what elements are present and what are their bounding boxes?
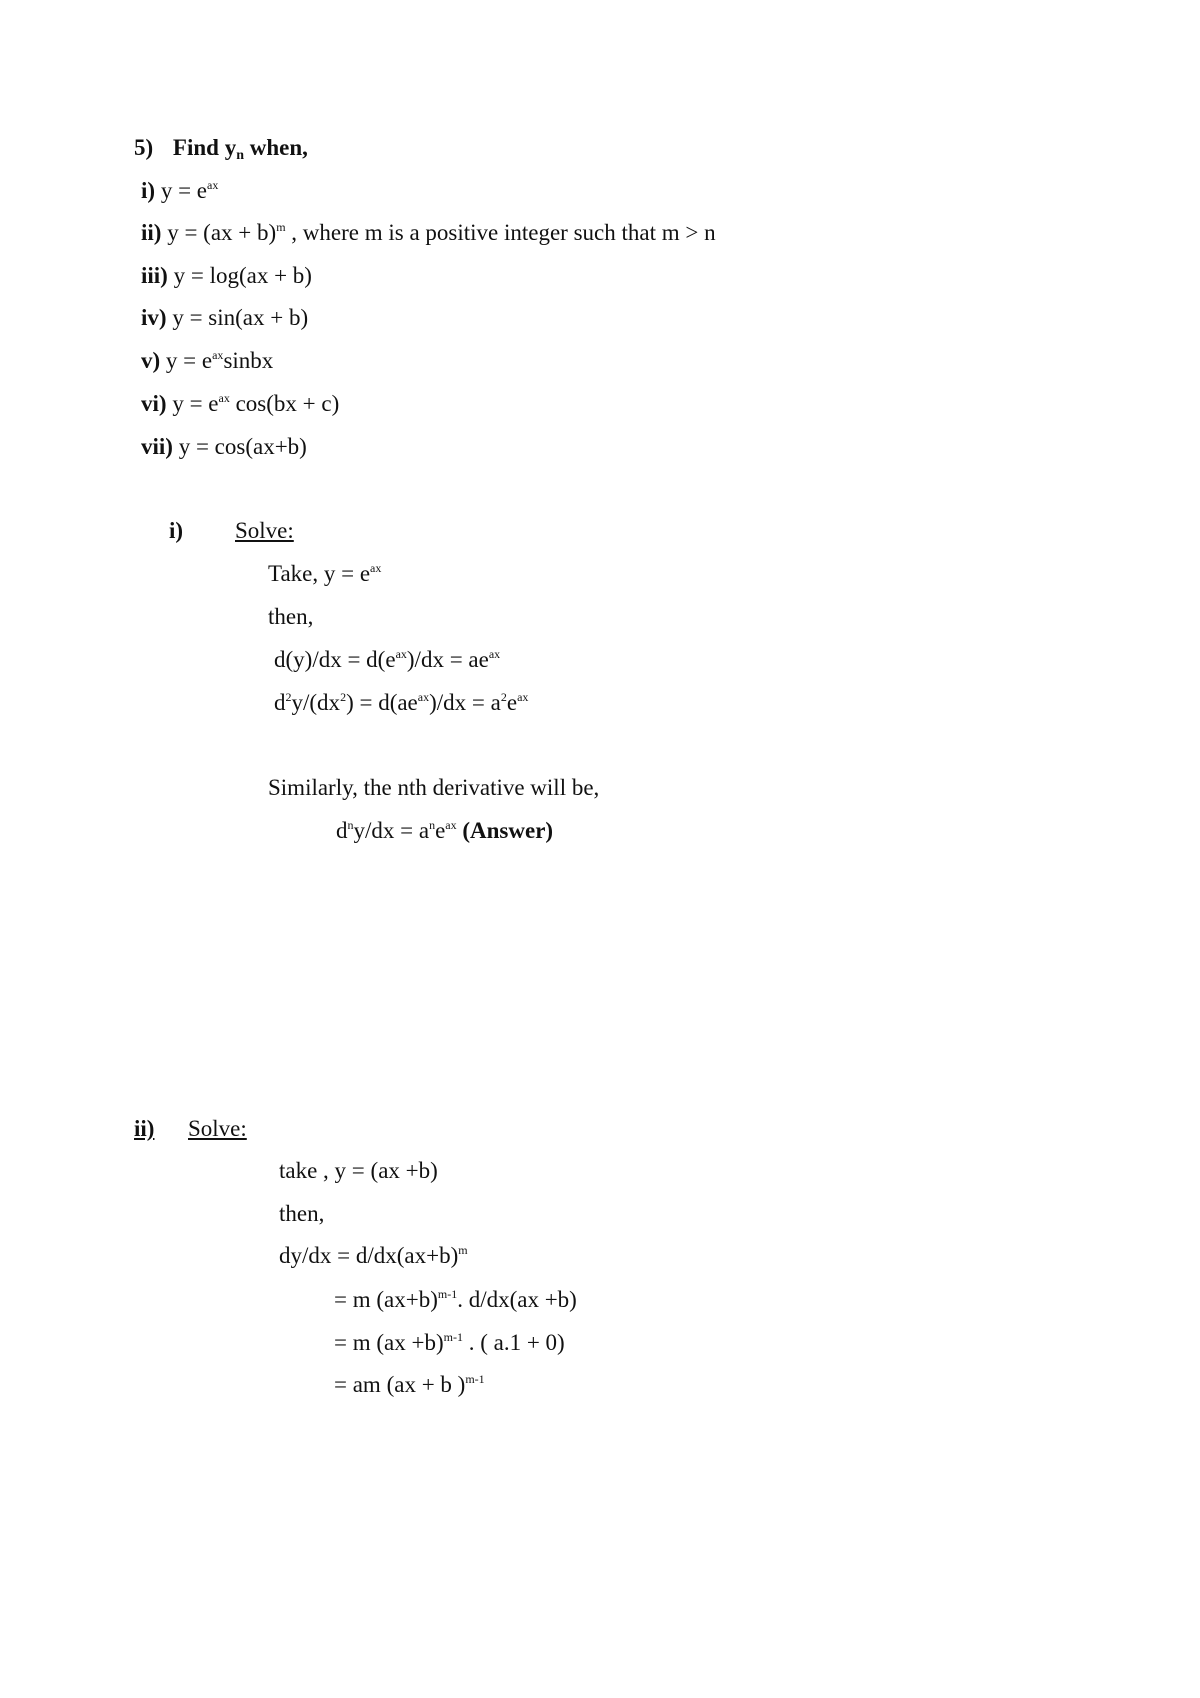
part-label: vii) [141,434,173,459]
part-sup: ax [212,348,224,362]
eq-sup: ax [395,647,407,661]
solution1-second-derivative [274,689,528,717]
part-text-rest: sinbx [223,348,274,373]
part-text: y = (ax + b) [161,220,277,245]
take-text: Take, y = e [268,561,371,586]
part-text: y = e [155,178,207,203]
part-label: iv) [141,305,167,330]
eq-sup: n [347,818,354,832]
eq-text: e [506,690,518,715]
eq-sup: m-1 [465,1372,485,1386]
take-sup: ax [370,561,382,575]
part-text: y = cos(ax+b) [172,434,307,459]
part-sup: ax [218,391,230,405]
eq-text: = m (ax +b) [334,1330,444,1355]
title-subscript: n [236,148,244,163]
solution2-heading: Solve: [188,1116,247,1141]
part-item [141,390,339,418]
part-text: y = sin(ax + b) [166,305,309,330]
part-text: y = log(ax + b) [167,263,312,288]
eq-sup: ax [488,647,501,661]
eq-text: )/dx = ae [406,647,489,672]
part-text: y = e [166,391,219,416]
part-label: v) [141,348,161,373]
part-item [141,219,716,247]
part-item [141,347,273,375]
part-label: vi) [141,391,167,416]
eq-text: = am (ax + b ) [334,1372,466,1397]
solution1-take [268,560,381,588]
problem-title: Find y [172,135,237,160]
problem-title-end: when, [244,135,308,160]
part-sup: m [276,220,286,234]
part-item [141,262,312,290]
eq-text: . d/dx(ax +b) [457,1287,577,1312]
eq-sup: ax [417,690,430,704]
part-text-rest: , where m is a positive integer such that m > n [285,220,716,245]
eq-sup: n [429,818,436,832]
part-label: ii) [141,220,162,245]
eq-sup: ax [445,818,457,832]
solution1-then: then, [268,604,314,629]
eq-text: y/(dx [291,690,341,715]
solution2-step1 [279,1242,468,1270]
part-label: iii) [141,263,168,288]
eq-sup: m [458,1243,468,1257]
eq-text: . ( a.1 + 0) [462,1330,565,1355]
solution1-label: i) [169,518,184,543]
eq-sup: 2 [340,690,347,704]
part-item [141,304,308,332]
answer-label: (Answer) [456,818,554,843]
part-item [141,433,307,461]
eq-text: d [336,818,348,843]
eq-text: d [274,690,286,715]
solution2-step2 [334,1286,577,1314]
solution2-take: take , y = (ax +b) [279,1158,438,1183]
solution1-first-derivative [274,646,500,674]
part-sup: ax [207,178,219,192]
eq-text: ) = d(ae [346,690,418,715]
solution2-then: then, [279,1201,325,1226]
problem-heading [134,134,308,162]
eq-text: d(y)/dx = d(e [274,647,396,672]
eq-sup: 2 [500,690,507,704]
eq-text: dy/dx = d/dx(ax+b) [279,1243,459,1268]
eq-text: )/dx = a [429,690,501,715]
solution1-nth-derivative [336,817,553,845]
part-text-rest: cos(bx + c) [229,391,340,416]
solution2-step4 [334,1371,485,1399]
solution2-step3 [334,1329,565,1357]
eq-text: = m (ax+b) [334,1287,438,1312]
eq-sup: 2 [285,690,292,704]
eq-text: e [435,818,446,843]
eq-text: y/dx = a [353,818,430,843]
eq-sup: m-1 [437,1287,458,1301]
part-label: i) [141,178,156,203]
eq-sup: ax [517,690,529,704]
part-item [141,177,218,205]
solution2-label: ii) [134,1116,155,1141]
eq-sup: m-1 [443,1330,463,1344]
solution1-heading: Solve: [235,518,294,543]
part-text: y = e [160,348,213,373]
problem-number: 5) [134,135,154,160]
solution1-similarly: Similarly, the nth derivative will be, [268,775,600,800]
